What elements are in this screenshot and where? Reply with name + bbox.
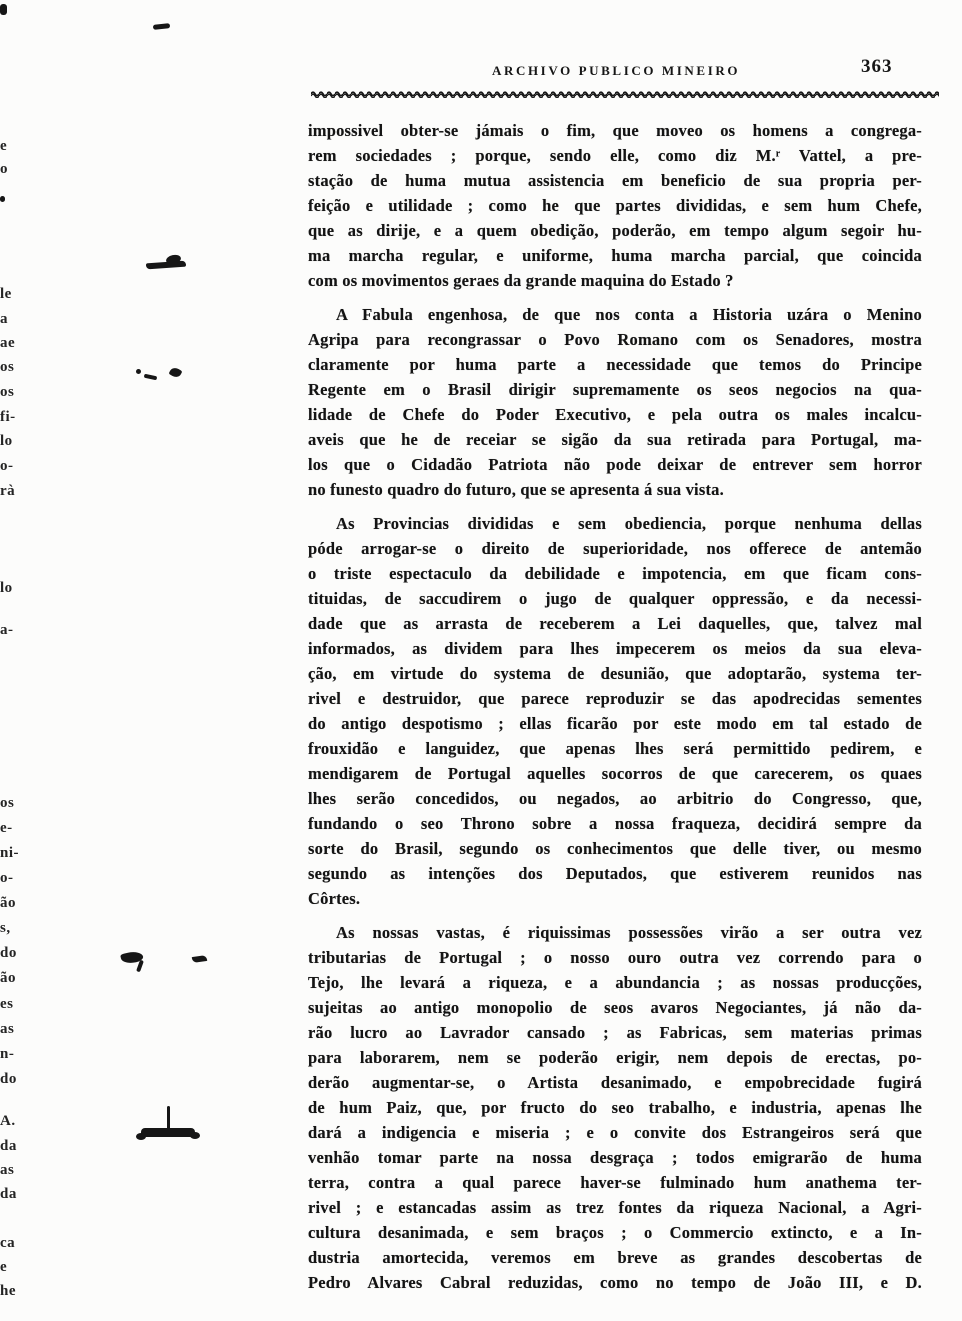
margin-fragment: n- [0, 1046, 15, 1062]
margin-fragment: rà [0, 483, 16, 499]
margin-fragment: os [0, 384, 15, 400]
margin-fragment: o- [0, 870, 14, 886]
text-line: segundo as intenções dos Deputados, que estiverem reunidos nas [308, 864, 922, 883]
text-line: feição e utilidade ; como he que partes divididas, e sem hum Chefe, [308, 196, 922, 215]
margin-fragment: a- [0, 622, 14, 638]
margin-fragment: a [0, 311, 8, 327]
margin-fragment: s, [0, 920, 11, 936]
text-line: dustria amortecida, veremos em breve as grandes descobertas de [308, 1248, 922, 1267]
text-line: tituidas, de saccudirem o jugo de qualquer oppressão, e da necessi- [308, 589, 922, 608]
text-line: rem sociedades ; porque, sendo elle, como diz M.ʳ Vattel, a pre- [308, 146, 922, 165]
text-line: cultura desanimada, e sem braços ; o Commercio extincto, e a In- [308, 1223, 922, 1242]
paragraph [308, 920, 922, 1295]
margin-fragment: le [0, 286, 12, 302]
margin-fragment: da [0, 1138, 17, 1154]
ink-blot [168, 366, 182, 379]
margin-fragment: do [0, 945, 17, 961]
text-line: no funesto quadro do futuro, que se apresenta á sua vista. [308, 480, 724, 499]
text-line: Regente em o Brasil dirigir supremamente os seos negocios na qua- [308, 380, 922, 399]
paragraph [308, 302, 922, 502]
text-line: rivel e destruidor, que parece reproduzir se das apodrecidas sementes [308, 689, 922, 708]
text-line: terra, contra a qual parece haver-se fulminado hum anathema ter- [308, 1173, 922, 1192]
margin-fragment: o [0, 161, 8, 177]
page-edge-mark [0, 4, 7, 15]
text-line: impossivel obter-se jámais o fim, que moveo os homens a congrega- [308, 121, 922, 140]
margin-fragment: os [0, 359, 15, 375]
ink-blot [190, 1132, 200, 1139]
text-line: Agripa para recongrassar o Povo Romano com os Senadores, mostra [308, 330, 922, 349]
text-line: sorte do Brasil, segundo os conhecimentos que delle tiver, ou mesmo [308, 839, 922, 858]
text-line: lhes serão concedidos, ou negados, ao arbitrio do Congresso, que, [308, 789, 922, 808]
ink-blot [136, 1133, 146, 1140]
text-line: rão lucro ao Lavrador cansado ; as Fabricas, sem materias primas [308, 1023, 922, 1042]
text-line: A Fabula engenhosa, de que nos conta a Historia uzára o Menino [336, 305, 922, 324]
text-line: Tejo, lhe levará a riqueza, e a abundancia ; as nossas producções, [308, 973, 922, 992]
text-line: ma marcha regular, e uniforme, huma marcha parcial, que coincida [308, 246, 922, 265]
margin-fragment: e [0, 1259, 8, 1275]
ink-blot-top-dash [153, 23, 170, 30]
margin-fragment: he [0, 1283, 16, 1299]
margin-fragment: da [0, 1186, 17, 1202]
margin-fragment: ão [0, 895, 16, 911]
text-line: que as dirije, e a quem obedição, poderão, em tempo algum segoir hu- [308, 221, 922, 240]
text-line: mendigarem de Portugal aquelles socorros de que carecerem, os quaes [308, 764, 922, 783]
text-line: los que o Cidadão Patriota não pode deixar de entrever sem horror [308, 455, 922, 474]
text-line: de hum Paiz, que, por fructo do seo trabalho, e industria, apenas lhe [308, 1098, 922, 1117]
margin-fragment: ca [0, 1235, 16, 1251]
margin-fragments [0, 0, 34, 1321]
ink-blot [144, 374, 158, 381]
margin-fragment: as [0, 1021, 15, 1037]
ink-blot [192, 955, 208, 963]
text-line: aveis que he de receiar se sigão da sua retirada para Portugal, ma- [308, 430, 922, 449]
text-line: venhão tomar parte na nossa desgraça ; todos emigrarão de huma [308, 1148, 922, 1167]
margin-fragment: lo [0, 580, 13, 596]
margin-fragment: es [0, 996, 14, 1012]
paragraph [308, 118, 922, 293]
text-line: dará a indigencia e miseria ; e o convite dos Estrangeiros será que [308, 1123, 922, 1142]
paragraph [308, 511, 922, 911]
text-line: derão augmentar-se, o Artista desanimado, e empobrecidade fugirá [308, 1073, 922, 1092]
ink-blot [167, 1106, 170, 1130]
text-line: fundando o seo Throno sobre a nossa fraqueza, decidirá sempre da [308, 814, 922, 833]
text-line: As Provincias divididas e sem obediencia, porque nenhuma dellas [336, 514, 922, 533]
text-line: do antigo despotismo ; ellas ficarão por este modo em tal estado de [308, 714, 922, 733]
margin-fragment: ni- [0, 845, 20, 861]
margin-fragment: os [0, 795, 15, 811]
text-line: Côrtes. [308, 889, 361, 908]
text-line: sujeitas ao antigo monopolio de seos avaros Negociantes, já não da- [308, 998, 922, 1017]
margin-fragment: as [0, 1162, 15, 1178]
margin-fragment: lo [0, 433, 13, 449]
page-number: 363 [861, 56, 893, 77]
text-line: lidade de Chefe do Poder Executivo, e pela outra os males incalcu- [308, 405, 922, 424]
text-line: As nossas vastas, é riquissimas possessões virão a ser outra vez [336, 923, 922, 942]
margin-fragment: ae [0, 335, 16, 351]
margin-fragment: do [0, 1071, 17, 1087]
text-line: para laborarem, nem se poderão erigir, nem depois de erectas, po- [308, 1048, 922, 1067]
text-line: dade que as arrasta de receberem a Lei daquelles, que, talvez mal [308, 614, 922, 633]
page-header-title: ARCHIVO PUBLICO MINEIRO [492, 63, 741, 78]
text-line: com os movimentos geraes da grande maquina do Estado ? [308, 271, 734, 290]
text-line: informados, as dividem para lhes impecerem os meios da sua eleva- [308, 639, 922, 658]
text-line: póde arrogar-se o direito de superioridade, nos offerece de antemão [308, 539, 922, 558]
page-edge-mark [0, 196, 5, 202]
text-line: Pedro Alvares Cabral reduzidas, como no tempo de João III, e D. [308, 1273, 922, 1292]
text-line: tributarias de Portugal ; o nosso ouro outra vez correndo para o [308, 948, 922, 967]
margin-fragment: A. [0, 1113, 16, 1129]
ink-blot [136, 369, 141, 374]
text-block [308, 118, 922, 1295]
wavy-rule [311, 85, 939, 93]
text-line: frouxidão e languidez, que apenas lhes será permittido pedirem, e [308, 739, 922, 758]
margin-fragment: ão [0, 970, 16, 986]
text-line: stação de huma mutua assistencia em beneficio de sua propria per- [308, 171, 922, 190]
text-line: ção, em virtude do systema de desunião, que adoptarão, systema ter- [308, 664, 922, 683]
margin-fragment: e [0, 138, 8, 154]
text-line: rivel ; e estancadas assim as trez fontes da riqueza Nacional, a Agri- [308, 1198, 922, 1217]
text-line: o triste espectaculo da debilidade e impotencia, em que ficam cons- [308, 564, 922, 583]
margin-fragment: o- [0, 458, 14, 474]
text-line: claramente por huma parte a necessidade que temos do Principe [308, 355, 922, 374]
margin-fragment: fi- [0, 409, 16, 425]
margin-fragment: e- [0, 820, 13, 836]
